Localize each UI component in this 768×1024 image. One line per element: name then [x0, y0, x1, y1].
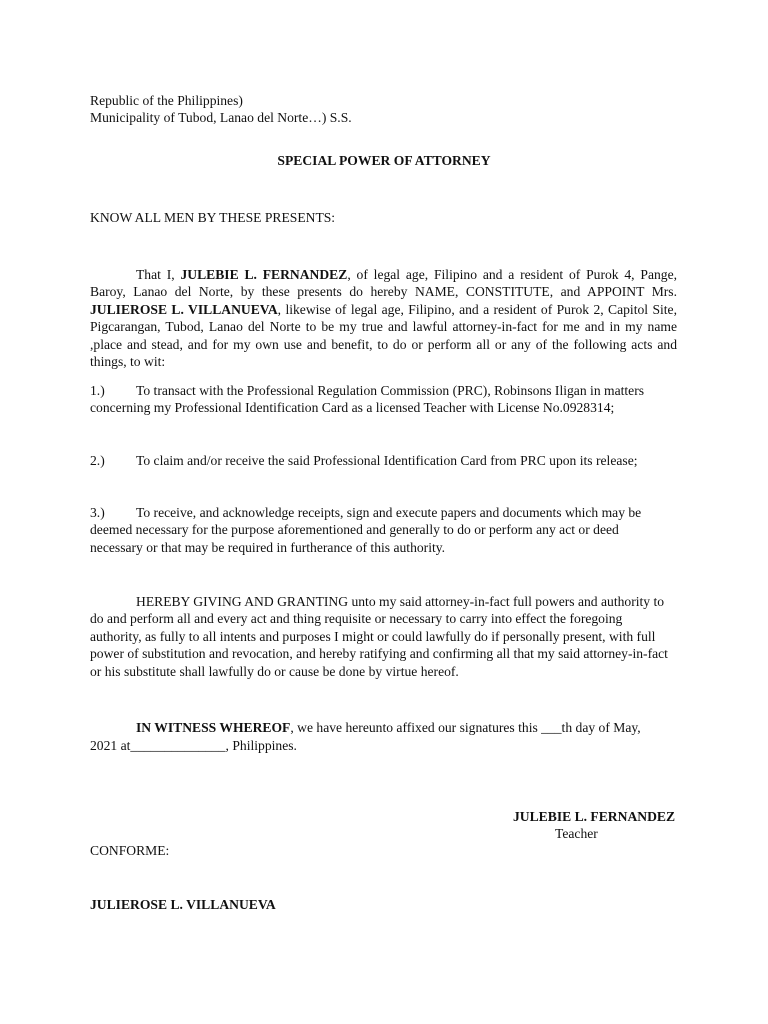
- item-text: To receive, and acknowledge receipts, sign and execute papers and documents which may be deemed necessary for the purpose aforementioned and generally to do or perform any act or deed necessary or that may be required in furtherance of this authority.: [90, 505, 642, 555]
- item-text: To transact with the Professional Regulation Commission (PRC), Robinsons Iligan in matters concerning my Professional Identification Card as a licensed Teacher with License No.0928314;: [90, 383, 645, 416]
- venue-line-2: Municipality of Tubod, Lanao del Norte…) S.S.: [90, 110, 352, 125]
- document-title: SPECIAL POWER OF ATTORNEY: [277, 153, 491, 168]
- item-text: To claim and/or receive the said Professional Identification Card from PRC upon its release;: [136, 453, 638, 468]
- principal-name: JULEBIE L. FERNANDEZ: [180, 267, 348, 282]
- intro-text-2: , of legal age, Filipino and a resident of Purok 4, Pange, Baroy, Lanao del Norte, by these presents do hereby NAME, CONSTITUTE, and APPOINT Mrs.: [90, 267, 678, 300]
- conforme-label: CONFORME:: [90, 843, 170, 858]
- list-item: [90, 504, 660, 556]
- salutation: KNOW ALL MEN BY THESE PRESENTS:: [90, 210, 336, 225]
- attorney-name: JULIEROSE L. VILLANUEVA: [90, 301, 278, 317]
- item-number: 3.): [90, 505, 105, 520]
- intro-paragraph: [90, 266, 677, 370]
- venue-line-1: Republic of the Philippines): [90, 93, 243, 108]
- intro-text-1: That I,: [136, 267, 181, 282]
- intro-text-3: , likewise of legal age, Filipino, and a resident of Purok 2, Capitol Site, Pigcarangan, Tubod, Lanao del Norte to be my true and lawful attorney-in-fact for me and in my name ,place and stead, and for my own use and benefit, to do or perform all or any of the following acts and things, to wit:: [90, 301, 677, 370]
- list-item: [90, 382, 677, 417]
- witness-line-2: 2021 at______________, Philippines.: [90, 738, 297, 753]
- item-number: 2.): [90, 453, 105, 468]
- item-number: 1.): [90, 383, 105, 398]
- signatory-name: JULEBIE L. FERNANDEZ: [513, 809, 676, 824]
- witness-lead: IN WITNESS WHEREOF: [136, 720, 291, 735]
- conforme-name: JULIEROSE L. VILLANUEVA: [90, 897, 276, 912]
- signatory-role: Teacher: [555, 826, 598, 841]
- witness-line-1: [136, 719, 641, 737]
- granting-paragraph: HEREBY GIVING AND GRANTING unto my said attorney-in-fact full powers and authority to do and perform all and every act and thing requisite or necessary to carry into effect the foregoing authority, as fully to all intents and purposes I might or could lawfully do if personally present, with full power of substitution and revocation, and hereby ratifying and confirming all that my said attorney-in-fact or his substitute shall lawfully do or cause be done by virtue hereof.: [90, 594, 668, 679]
- list-item: [90, 452, 677, 469]
- witness-text: , we have hereunto affixed our signatures this ___th day of May,: [290, 720, 641, 735]
